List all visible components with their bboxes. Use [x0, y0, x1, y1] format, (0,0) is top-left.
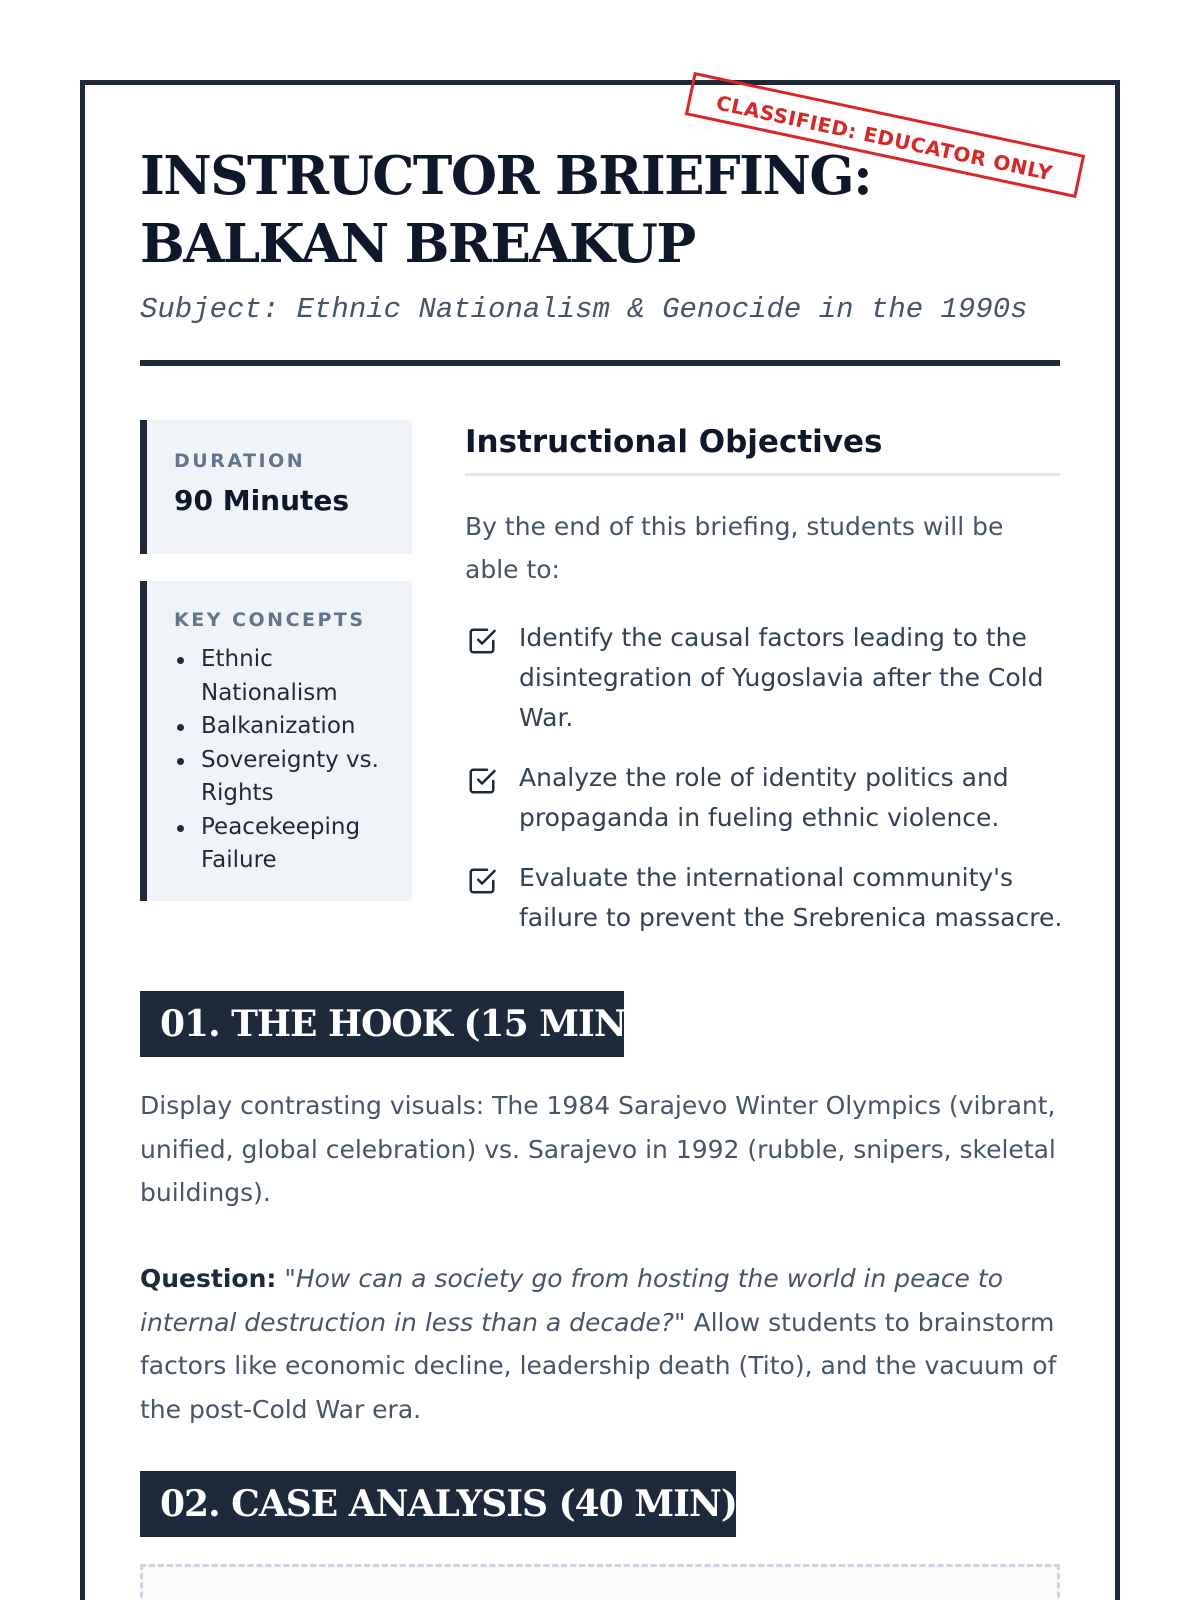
section-heading-case-analysis: 02. CASE ANALYSIS (40 MIN): [140, 1471, 736, 1537]
objective-text: Identify the causal factors leading to the disintegration of Yugoslavia after the Cold War.: [519, 623, 1044, 732]
checkbox-checked-icon: [467, 626, 497, 656]
checkbox-checked-icon: [467, 766, 497, 796]
objective-item: [465, 618, 1065, 738]
key-concepts-card: [140, 581, 412, 901]
duration-value: 90 Minutes: [174, 484, 350, 517]
objective-item: [465, 758, 1065, 838]
hook-question-paragraph: [140, 1257, 1065, 1431]
list-item: Peacekeeping Failure: [174, 811, 394, 878]
classified-stamp: CLASSIFIED: EDUCATOR ONLY: [685, 72, 1085, 198]
question-label: Question:: [140, 1264, 277, 1293]
header-divider: [140, 360, 1060, 366]
objectives-divider: [465, 473, 1060, 476]
key-concepts-list: [174, 643, 394, 878]
objective-text: Evaluate the international community's failure to prevent the Srebrenica massacre.: [519, 863, 1063, 932]
page-title-line-2: BALKAN BREAKUP: [140, 213, 695, 275]
list-item: Ethnic Nationalism: [174, 643, 394, 710]
objectives-intro: By the end of this briefing, students will be able to:: [465, 512, 1004, 584]
question-followup: Allow students to brainstorm factors like economic decline, leadership death (Tito), and the vacuum of the post-Cold War era.: [140, 1307, 1057, 1424]
case-analysis-box: [140, 1564, 1060, 1600]
duration-card: [140, 420, 412, 554]
objective-item: [465, 858, 1065, 938]
objective-text: Analyze the role of identity politics and propaganda in fueling ethnic violence.: [519, 763, 1009, 832]
list-item: Balkanization: [174, 710, 394, 744]
key-concepts-label: KEY CONCEPTS: [174, 609, 366, 631]
section-heading-hook: 01. THE HOOK (15 MIN): [140, 991, 624, 1057]
hook-paragraph: Display contrasting visuals: The 1984 Sarajevo Winter Olympics (vibrant, unified, global celebration) vs. Sarajevo in 1992 (rubble, snipers, skeletal buildings).: [140, 1091, 1056, 1207]
question-quote: "How can a society go from hosting the world in peace to internal destruction in less than a decade?": [140, 1264, 1003, 1337]
page-title-line-1: INSTRUCTOR BRIEFING:: [140, 145, 872, 207]
duration-label: DURATION: [174, 450, 306, 472]
objectives-heading: Instructional Objectives: [465, 424, 883, 460]
list-item: Sovereignty vs. Rights: [174, 744, 394, 811]
page-title: [140, 142, 872, 278]
page-subtitle: Subject: Ethnic Nationalism & Genocide in the 1990s: [140, 293, 1028, 326]
checkbox-checked-icon: [467, 866, 497, 896]
